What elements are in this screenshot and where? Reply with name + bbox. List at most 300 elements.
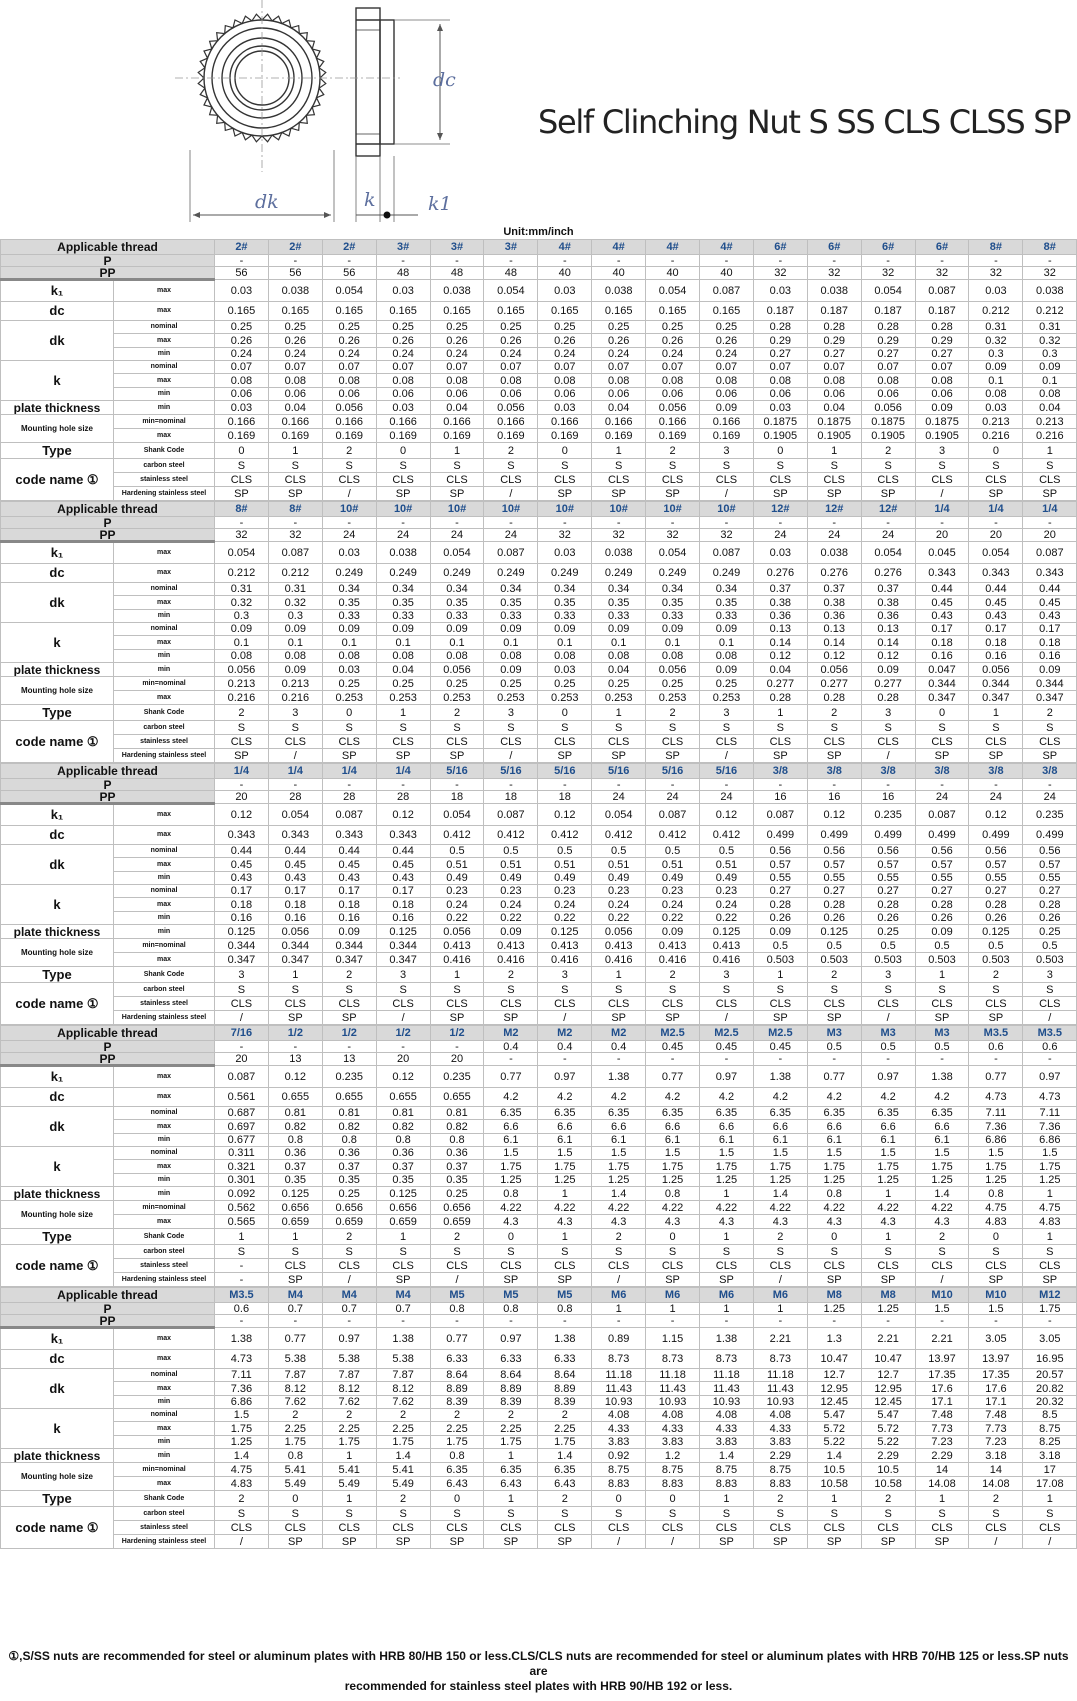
cell-dk_min: 0.36 xyxy=(753,610,807,623)
cell-mount_max: 5.49 xyxy=(268,1477,322,1491)
row-shank xyxy=(1,967,1077,983)
cell-carbon: S xyxy=(646,983,700,997)
cell-dc: 0.249 xyxy=(646,564,700,583)
cell-mount_max: 8.83 xyxy=(646,1477,700,1491)
cell-dk_max: 12.95 xyxy=(861,1382,915,1396)
cell-hardening: SP xyxy=(538,749,592,763)
cell-k1: 0.77 xyxy=(484,1066,538,1088)
cell-pp: 24 xyxy=(646,791,700,804)
cell-plate: 0.04 xyxy=(1023,401,1077,415)
cell-shank: 3 xyxy=(861,705,915,721)
row-label-carbon: code name ① xyxy=(1,721,114,763)
cell-dk_nom: 7.11 xyxy=(969,1107,1023,1120)
cell-stainless: CLS xyxy=(538,1521,592,1535)
cell-dc: 6.33 xyxy=(484,1350,538,1369)
cell-thread: 6# xyxy=(861,240,915,255)
cell-p: 0.8 xyxy=(538,1303,592,1315)
cell-carbon: S xyxy=(430,1507,484,1521)
cell-dk_nom: 0.25 xyxy=(646,321,700,334)
cell-thread: 12# xyxy=(807,502,861,517)
cell-dc: 0.165 xyxy=(268,302,322,321)
cell-stainless: CLS xyxy=(700,735,754,749)
row-label-thread: Applicable thread xyxy=(1,764,215,779)
cell-mount_max: 0.659 xyxy=(430,1215,484,1229)
cell-k_max: 0.28 xyxy=(753,898,807,912)
cell-dc: 0.249 xyxy=(322,564,376,583)
cell-dk_min: 0.43 xyxy=(1023,610,1077,623)
cell-dc: 0.412 xyxy=(700,826,754,845)
cell-dc: 6.33 xyxy=(538,1350,592,1369)
cell-dc: 0.187 xyxy=(753,302,807,321)
cell-stainless: CLS xyxy=(1023,735,1077,749)
cell-shank: 0 xyxy=(646,1229,700,1245)
cell-plate: 1 xyxy=(322,1449,376,1463)
cell-k1: 0.03 xyxy=(215,280,269,302)
cell-k1: 0.054 xyxy=(969,542,1023,564)
cell-carbon: S xyxy=(753,983,807,997)
cell-dk_nom: 0.34 xyxy=(592,583,646,596)
cell-p: - xyxy=(592,255,646,267)
cell-dc: 0.412 xyxy=(484,826,538,845)
cell-hardening: SP xyxy=(430,487,484,501)
cell-k1: 1.38 xyxy=(538,1328,592,1350)
cell-k1: 0.77 xyxy=(430,1328,484,1350)
cell-k_min: 0.16 xyxy=(915,650,969,663)
cell-mount_min: 0.25 xyxy=(592,677,646,691)
cell-k1: 0.087 xyxy=(484,804,538,826)
cell-hardening: SP xyxy=(322,1011,376,1025)
cell-k_max: 0.1 xyxy=(700,636,754,650)
cell-mount_max: 0.347 xyxy=(1023,691,1077,705)
cell-mount_min: 0.5 xyxy=(861,939,915,953)
cell-p: - xyxy=(915,779,969,791)
cell-pp: 40 xyxy=(592,267,646,280)
cell-k1: 0.087 xyxy=(700,280,754,302)
cell-mount_min: 0.1875 xyxy=(807,415,861,429)
sub-label-max: max xyxy=(114,374,215,388)
cell-carbon: S xyxy=(915,459,969,473)
cell-mount_max: 0.347 xyxy=(268,953,322,967)
cell-carbon: S xyxy=(592,983,646,997)
cell-mount_max: 0.28 xyxy=(753,691,807,705)
cell-k_max: 0.28 xyxy=(861,898,915,912)
cell-shank: 0 xyxy=(322,705,376,721)
cell-k_max: 0.18 xyxy=(376,898,430,912)
cell-plate: 0.056 xyxy=(861,401,915,415)
row-dk_max xyxy=(1,1382,1077,1396)
cell-stainless: CLS xyxy=(538,1259,592,1273)
cell-carbon: S xyxy=(268,459,322,473)
cell-dk_min: 8.39 xyxy=(430,1396,484,1409)
cell-k_nom: 0.23 xyxy=(538,885,592,898)
cell-shank: 3 xyxy=(700,967,754,983)
cell-shank: 2 xyxy=(861,1491,915,1507)
cell-k_nom: 0.13 xyxy=(807,623,861,636)
cell-dk_max: 0.45 xyxy=(969,596,1023,610)
cell-mount_max: 0.416 xyxy=(592,953,646,967)
row-label-thread: Applicable thread xyxy=(1,1288,215,1303)
cell-dk_min: 0.36 xyxy=(807,610,861,623)
row-label-dk_nom: dk xyxy=(1,321,114,361)
cell-plate: 1 xyxy=(484,1449,538,1463)
cell-carbon: S xyxy=(646,1507,700,1521)
cell-dc: 6.33 xyxy=(430,1350,484,1369)
cell-k_nom: 0.17 xyxy=(268,885,322,898)
cell-hardening: SP xyxy=(969,487,1023,501)
cell-hardening: SP xyxy=(215,487,269,501)
cell-mount_min: 0.25 xyxy=(484,677,538,691)
cell-dk_nom: 0.56 xyxy=(807,845,861,858)
cell-k_nom: 0.23 xyxy=(484,885,538,898)
cell-dc: 0.655 xyxy=(376,1088,430,1107)
cell-k_max: 0.08 xyxy=(915,374,969,388)
cell-k_min: 0.08 xyxy=(268,650,322,663)
cell-dk_min: 0.55 xyxy=(915,872,969,885)
cell-thread: M2.5 xyxy=(700,1026,754,1041)
cell-dk_min: 0.55 xyxy=(1023,872,1077,885)
cell-thread: M12 xyxy=(1023,1288,1077,1303)
cell-k_min: 1.25 xyxy=(700,1174,754,1187)
cell-dc: 4.2 xyxy=(484,1088,538,1107)
cell-thread: 1/4 xyxy=(322,764,376,779)
cell-stainless: CLS xyxy=(322,1259,376,1273)
cell-shank: 1 xyxy=(1023,1491,1077,1507)
row-label-k1: k₁ xyxy=(1,1066,114,1088)
cell-thread: M8 xyxy=(861,1288,915,1303)
sub-label-max: max xyxy=(114,953,215,967)
cell-p: - xyxy=(484,779,538,791)
cell-stainless: CLS xyxy=(646,997,700,1011)
cell-dk_max: 6.6 xyxy=(538,1120,592,1134)
cell-dc: 4.2 xyxy=(915,1088,969,1107)
row-k1 xyxy=(1,280,1077,302)
cell-hardening: SP xyxy=(430,1535,484,1549)
cell-k_min: 3.83 xyxy=(753,1436,807,1449)
cell-dk_max: 0.35 xyxy=(484,596,538,610)
cell-k_min: 0.06 xyxy=(807,388,861,401)
cell-thread: 1/4 xyxy=(268,764,322,779)
cell-dk_nom: 0.37 xyxy=(807,583,861,596)
cell-k_min: 0.16 xyxy=(376,912,430,925)
cell-plate: 0.8 xyxy=(430,1449,484,1463)
cell-dk_max: 0.82 xyxy=(430,1120,484,1134)
cell-k_min: 1.25 xyxy=(592,1174,646,1187)
cell-mount_min: 8.75 xyxy=(646,1463,700,1477)
cell-mount_min: 0.413 xyxy=(484,939,538,953)
cell-carbon: S xyxy=(268,1507,322,1521)
cell-pp: - xyxy=(215,1315,269,1328)
cell-stainless: CLS xyxy=(592,735,646,749)
cell-k_nom: 1.5 xyxy=(592,1147,646,1160)
cell-dk_min: 6.1 xyxy=(753,1134,807,1147)
row-plate xyxy=(1,1449,1077,1463)
cell-pp: 20 xyxy=(215,1053,269,1066)
cell-p: - xyxy=(322,1041,376,1053)
cell-dk_max: 0.38 xyxy=(861,596,915,610)
cell-stainless: CLS xyxy=(538,735,592,749)
cell-dk_max: 0.32 xyxy=(969,334,1023,348)
cell-mount_min: 0.25 xyxy=(430,677,484,691)
cell-k_min: 0.35 xyxy=(322,1174,376,1187)
cell-stainless: CLS xyxy=(538,997,592,1011)
cell-dk_nom: 0.56 xyxy=(969,845,1023,858)
sub-label-max: max xyxy=(114,1477,215,1491)
cell-dk_max: 0.57 xyxy=(969,858,1023,872)
cell-mount_max: 4.3 xyxy=(538,1215,592,1229)
cell-pp: 32 xyxy=(1023,267,1077,280)
cell-dk_max: 0.57 xyxy=(807,858,861,872)
row-pp xyxy=(1,529,1077,542)
cell-mount_max: 8.83 xyxy=(592,1477,646,1491)
cell-plate: 0.09 xyxy=(915,401,969,415)
cell-k_max: 0.1 xyxy=(484,636,538,650)
cell-mount_max: 0.169 xyxy=(376,429,430,443)
row-label-p: P xyxy=(1,1041,215,1053)
cell-mount_max: 4.83 xyxy=(1023,1215,1077,1229)
row-plate xyxy=(1,401,1077,415)
cell-thread: 10# xyxy=(646,502,700,517)
cell-k_nom: 1.5 xyxy=(861,1147,915,1160)
cell-thread: 10# xyxy=(430,502,484,517)
cell-mount_min: 0.25 xyxy=(322,677,376,691)
cell-thread: M6 xyxy=(753,1288,807,1303)
cell-pp: 24 xyxy=(376,529,430,542)
cell-dc: 0.249 xyxy=(700,564,754,583)
cell-carbon: S xyxy=(592,459,646,473)
cell-p: - xyxy=(592,517,646,529)
cell-thread: 4# xyxy=(538,240,592,255)
cell-k_min: 1.25 xyxy=(807,1174,861,1187)
cell-dc: 0.655 xyxy=(430,1088,484,1107)
cell-dk_max: 0.82 xyxy=(322,1120,376,1134)
cell-k_max: 4.33 xyxy=(592,1422,646,1436)
cell-pp: - xyxy=(807,1053,861,1066)
cell-k_nom: 0.09 xyxy=(376,623,430,636)
cell-k_min: 1.25 xyxy=(646,1174,700,1187)
cell-carbon: S xyxy=(538,1245,592,1259)
cell-mount_max: 10.58 xyxy=(861,1477,915,1491)
cell-pp: 24 xyxy=(1023,791,1077,804)
cell-hardening: / xyxy=(376,1011,430,1025)
cell-dk_nom: 0.5 xyxy=(592,845,646,858)
cell-k_max: 0.08 xyxy=(861,374,915,388)
row-label-plate: plate thickness xyxy=(1,1449,114,1463)
cell-k_nom: 0.17 xyxy=(376,885,430,898)
cell-k_min: 0.26 xyxy=(861,912,915,925)
cell-thread: 8# xyxy=(1023,240,1077,255)
cell-shank: 1 xyxy=(1023,443,1077,459)
cell-p: 0.45 xyxy=(700,1041,754,1053)
cell-mount_min: 0.656 xyxy=(268,1201,322,1215)
cell-pp: 48 xyxy=(430,267,484,280)
cell-pp: 16 xyxy=(861,791,915,804)
cell-dc: 0.212 xyxy=(969,302,1023,321)
cell-k1: 0.087 xyxy=(915,804,969,826)
cell-dk_nom: 0.44 xyxy=(376,845,430,858)
cell-thread: 10# xyxy=(538,502,592,517)
cell-hardening: SP xyxy=(538,1273,592,1287)
cell-plate: 0.125 xyxy=(376,1187,430,1201)
cell-mount_min: 4.22 xyxy=(484,1201,538,1215)
sub-label-nominal: nominal xyxy=(114,583,215,596)
cell-thread: 1/2 xyxy=(376,1026,430,1041)
cell-dk_min: 10.93 xyxy=(646,1396,700,1409)
cell-k1: 0.038 xyxy=(592,280,646,302)
cell-dc: 0.343 xyxy=(215,826,269,845)
cell-mount_min: 0.277 xyxy=(753,677,807,691)
cell-thread: 1/4 xyxy=(1023,502,1077,517)
cell-thread: 1/4 xyxy=(215,764,269,779)
cell-p: 0.4 xyxy=(592,1041,646,1053)
cell-plate: 0.03 xyxy=(376,401,430,415)
cell-plate: 0.25 xyxy=(430,1187,484,1201)
cell-stainless: CLS xyxy=(915,735,969,749)
cell-thread: 12# xyxy=(753,502,807,517)
cell-k1: 1.38 xyxy=(700,1328,754,1350)
cell-mount_max: 0.169 xyxy=(700,429,754,443)
cell-stainless: CLS xyxy=(322,997,376,1011)
cell-pp: 18 xyxy=(538,791,592,804)
cell-plate: 0.092 xyxy=(215,1187,269,1201)
row-mount_max xyxy=(1,953,1077,967)
row-k_nom xyxy=(1,623,1077,636)
cell-carbon: S xyxy=(969,721,1023,735)
cell-stainless: CLS xyxy=(1023,473,1077,487)
cell-thread: M2 xyxy=(484,1026,538,1041)
sub-label-max: max xyxy=(114,826,215,845)
cell-k1: 2.21 xyxy=(861,1328,915,1350)
row-dk_max xyxy=(1,596,1077,610)
cell-k_min: 1.25 xyxy=(915,1174,969,1187)
cell-k1: 0.054 xyxy=(322,280,376,302)
cell-dk_max: 0.35 xyxy=(592,596,646,610)
cell-k1: 0.12 xyxy=(700,804,754,826)
row-plate xyxy=(1,663,1077,677)
cell-k1: 0.038 xyxy=(1023,280,1077,302)
cell-carbon: S xyxy=(322,459,376,473)
cell-k1: 3.05 xyxy=(1023,1328,1077,1350)
cell-k_nom: 0.07 xyxy=(807,361,861,374)
sub-label-shank: Shank Code xyxy=(114,967,215,983)
cell-stainless: CLS xyxy=(430,1259,484,1273)
cell-dc: 0.499 xyxy=(807,826,861,845)
cell-mount_min: 0.656 xyxy=(376,1201,430,1215)
row-thread xyxy=(1,1026,1077,1041)
cell-dk_min: 0.33 xyxy=(646,610,700,623)
cell-k_nom: 1.5 xyxy=(915,1147,969,1160)
cell-plate: 1.4 xyxy=(538,1449,592,1463)
cell-dk_nom: 6.35 xyxy=(484,1107,538,1120)
cell-dc: 0.499 xyxy=(753,826,807,845)
cell-hardening: SP xyxy=(753,1011,807,1025)
cell-dk_nom: 0.56 xyxy=(915,845,969,858)
cell-p: - xyxy=(430,517,484,529)
cell-dk_max: 0.35 xyxy=(700,596,754,610)
cell-stainless: CLS xyxy=(484,1521,538,1535)
cell-thread: 1/2 xyxy=(268,1026,322,1041)
row-p xyxy=(1,517,1077,529)
sub-label-min: min xyxy=(114,1187,215,1201)
cell-shank: 2 xyxy=(1023,705,1077,721)
cell-dk_nom: 0.34 xyxy=(430,583,484,596)
cell-k_min: 7.23 xyxy=(915,1436,969,1449)
cell-dc: 0.343 xyxy=(322,826,376,845)
cell-dk_max: 0.82 xyxy=(376,1120,430,1134)
cell-shank: 1 xyxy=(538,1229,592,1245)
cell-k_max: 0.28 xyxy=(1023,898,1077,912)
cell-k_max: 0.08 xyxy=(376,374,430,388)
cell-pp: - xyxy=(484,1053,538,1066)
cell-stainless: CLS xyxy=(538,473,592,487)
cell-dk_nom: 7.87 xyxy=(376,1369,430,1382)
cell-k_max: 0.18 xyxy=(969,636,1023,650)
cell-stainless: CLS xyxy=(376,997,430,1011)
cell-carbon: S xyxy=(753,459,807,473)
cell-plate: 1.4 xyxy=(807,1449,861,1463)
sub-label-min: min xyxy=(114,1174,215,1187)
cell-pp: 16 xyxy=(753,791,807,804)
cell-k_max: 0.08 xyxy=(268,374,322,388)
cell-k1: 2.21 xyxy=(915,1328,969,1350)
row-label-dc: dc xyxy=(1,1350,114,1369)
cell-stainless: CLS xyxy=(861,997,915,1011)
cell-mount_min: 0.5 xyxy=(915,939,969,953)
cell-k1: 0.12 xyxy=(268,1066,322,1088)
cell-k_nom: 5.47 xyxy=(861,1409,915,1422)
cell-k_min: 1.25 xyxy=(215,1436,269,1449)
cell-hardening: SP xyxy=(969,1011,1023,1025)
cell-stainless: CLS xyxy=(322,1521,376,1535)
cell-k1: 0.054 xyxy=(646,280,700,302)
cell-mount_min: 0.213 xyxy=(1023,415,1077,429)
cell-stainless: CLS xyxy=(268,735,322,749)
cell-mount_min: 0.166 xyxy=(376,415,430,429)
cell-dk_nom: 11.18 xyxy=(646,1369,700,1382)
cell-mount_min: 0.413 xyxy=(430,939,484,953)
cell-p: - xyxy=(538,779,592,791)
row-label-shank: Type xyxy=(1,1229,114,1245)
cell-k_nom: 1.5 xyxy=(969,1147,1023,1160)
cell-mount_min: 14 xyxy=(915,1463,969,1477)
cell-mount_min: 0.166 xyxy=(322,415,376,429)
cell-p: - xyxy=(700,255,754,267)
cell-carbon: S xyxy=(430,459,484,473)
cell-mount_max: 8.83 xyxy=(753,1477,807,1491)
cell-k1: 1.38 xyxy=(376,1328,430,1350)
cell-k_nom: 0.17 xyxy=(915,623,969,636)
cell-hardening: / xyxy=(322,487,376,501)
cell-carbon: S xyxy=(592,1507,646,1521)
cell-dk_nom: 11.18 xyxy=(753,1369,807,1382)
cell-p: - xyxy=(215,1041,269,1053)
cell-mount_min: 0.25 xyxy=(700,677,754,691)
cell-thread: M3.5 xyxy=(969,1026,1023,1041)
row-carbon xyxy=(1,1507,1077,1521)
cell-k1: 0.235 xyxy=(322,1066,376,1088)
cell-stainless: CLS xyxy=(430,473,484,487)
cell-dk_min: 0.33 xyxy=(700,610,754,623)
cell-hardening: SP xyxy=(915,1011,969,1025)
cell-hardening: SP xyxy=(592,749,646,763)
sub-label-carbon: carbon steel xyxy=(114,983,215,997)
cell-thread: 10# xyxy=(322,502,376,517)
cell-carbon: S xyxy=(646,721,700,735)
cell-hardening: / xyxy=(215,1535,269,1549)
cell-dk_min: 0.43 xyxy=(322,872,376,885)
cell-mount_min: 0.413 xyxy=(538,939,592,953)
cell-thread: 10# xyxy=(484,502,538,517)
cell-p: - xyxy=(969,255,1023,267)
